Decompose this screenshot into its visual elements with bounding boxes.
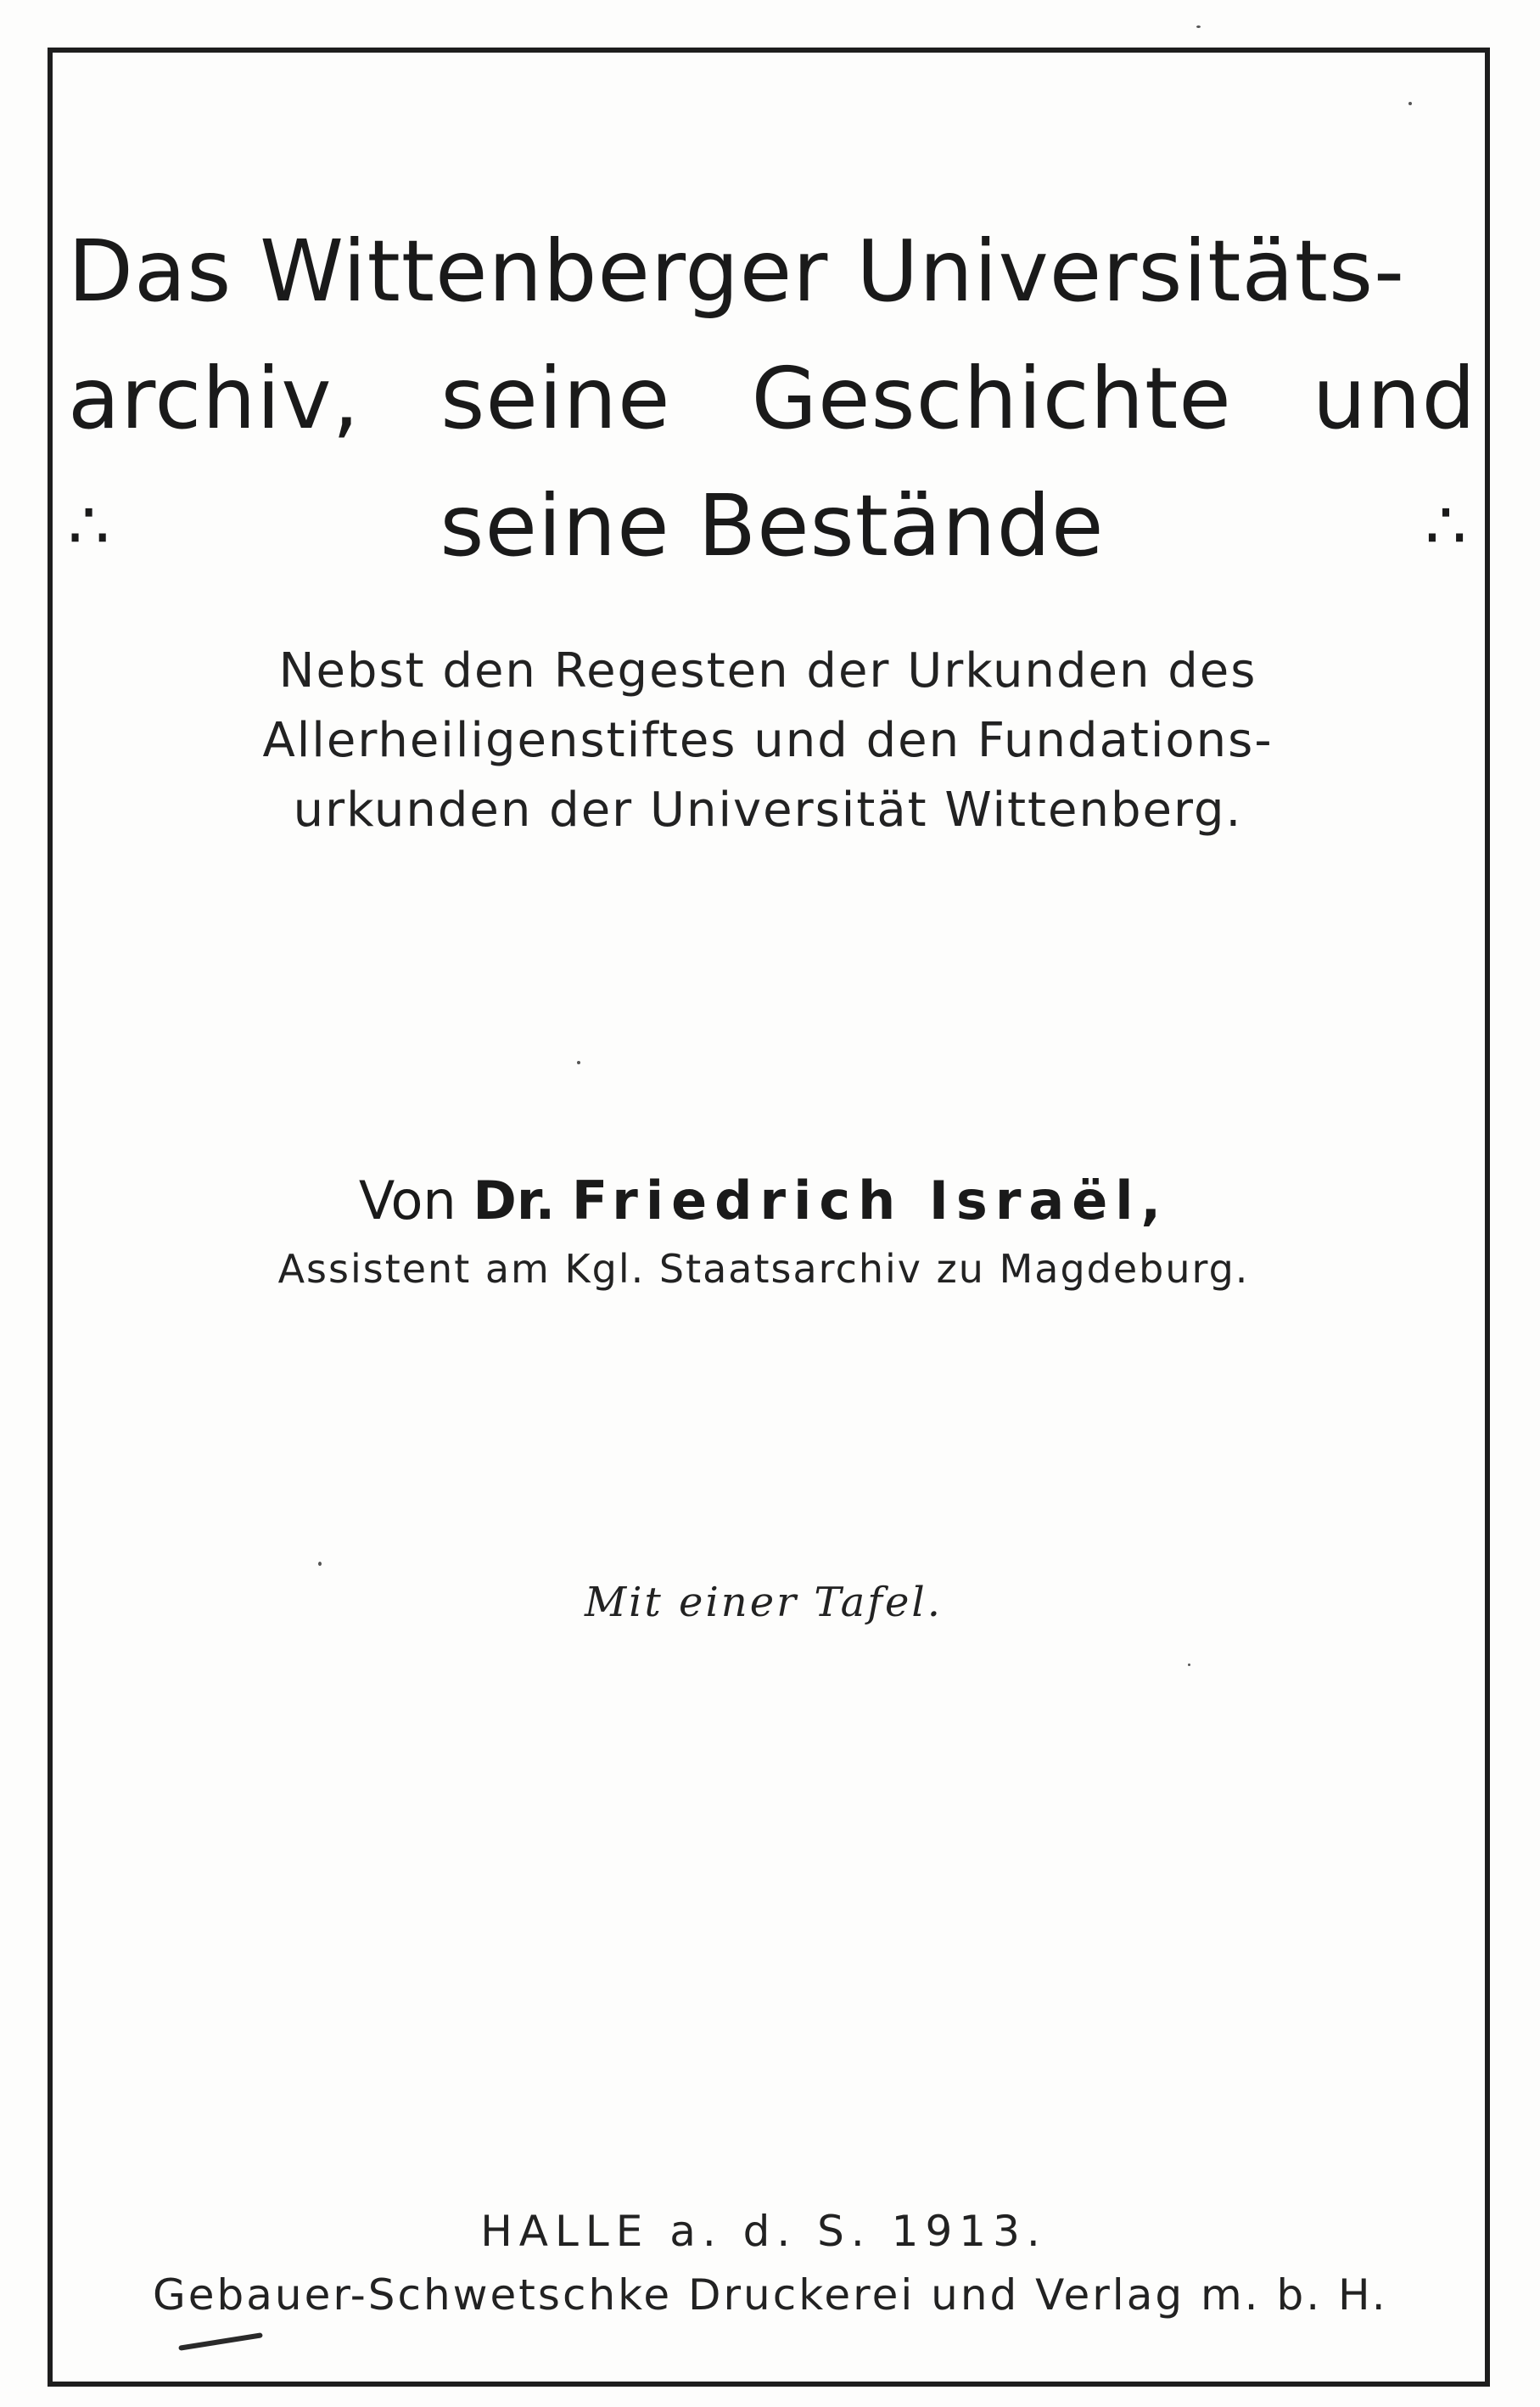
imprint-city-year: HALLE a. d. S. 1913. — [480, 2207, 1047, 2256]
title-word: seine — [440, 349, 671, 448]
plate-note: Mit einer Tafel. — [584, 1579, 943, 1626]
subtitle-line-2: Allerheiligenstiftes und den Fundations- — [262, 713, 1274, 768]
ink-speck — [1196, 25, 1201, 28]
ink-speck — [1408, 102, 1412, 105]
ornament-right-icon: ∴ — [1425, 488, 1468, 564]
title-word: archiv, — [68, 349, 361, 448]
author-title: Dr. — [473, 1170, 556, 1232]
author-line — [170, 1163, 1358, 1239]
subtitle — [204, 637, 1332, 845]
title-line-2 — [68, 335, 1476, 463]
imprint-publisher: Gebauer-Schwetschke Druckerei und Verlag m. b. H. — [153, 2270, 1388, 2320]
title-line-3-text: seine Bestände — [440, 476, 1105, 575]
title-word: Geschichte — [751, 349, 1232, 448]
ornament-left-icon: ∴ — [68, 488, 111, 564]
author-affiliation: Assistent am Kgl. Staatsarchiv zu Magdeburg. — [277, 1246, 1250, 1292]
author-name: Friedrich Israël, — [571, 1170, 1169, 1232]
ink-speck — [318, 1562, 322, 1566]
main-title — [68, 208, 1476, 590]
subtitle-line-3: urkunden der Universität Wittenberg. — [293, 783, 1243, 838]
author-prefix: Von — [358, 1170, 456, 1232]
title-word: und — [1312, 349, 1476, 448]
subtitle-line-1: Nebst den Regesten der Urkunden des — [278, 643, 1257, 699]
ink-speck — [1188, 1664, 1190, 1666]
ink-speck — [577, 1061, 580, 1064]
title-line-3 — [68, 463, 1476, 590]
title-line-1: Das Wittenberger Universitäts- — [68, 222, 1406, 321]
